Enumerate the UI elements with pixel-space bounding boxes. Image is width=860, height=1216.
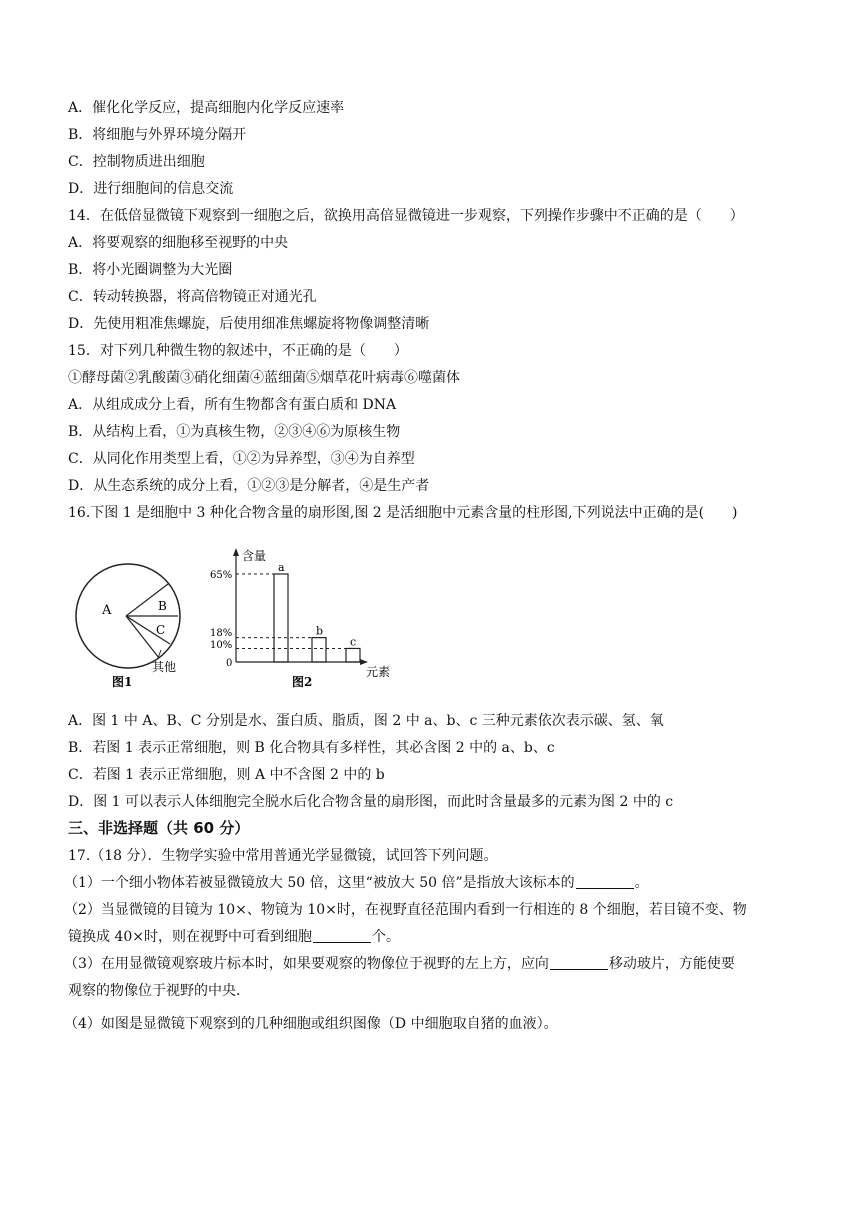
q16-option-d: D．图 1 可以表示人体细胞完全脱水后化合物含量的扇形图，而此时含量最多的元素为图 2 中的 c (68, 794, 674, 810)
q17-part-1-text: （1）一个细小物体若被显微镜放大 50 倍，这里“被放大 50 倍”是指放大该标本的 (64, 875, 575, 891)
q13-option-a: A．催化化学反应，提高细胞内化学反应速率 (68, 100, 345, 116)
fig2-bar-chart (210, 548, 390, 689)
q17-part-2-end: 个。 (372, 929, 400, 945)
bar-c (346, 648, 360, 662)
pie-label-other: 其他 (152, 660, 177, 674)
q15-organism-list: ①酵母菌②乳酸菌③硝化细菌④蓝细菌⑤烟草花叶病毒⑥噬菌体 (68, 370, 460, 386)
x-axis-label: 元素 (366, 665, 391, 679)
q17-part-3-line1 (64, 954, 735, 974)
q17-part-3-end: 移动玻片，方能使要 (608, 956, 735, 972)
q17-part-2-text: 镜换成 40×时，则在视野中可看到细胞 (68, 929, 312, 945)
q15-option-a: A．从组成成分上看，所有生物都含有蛋白质和 DNA (68, 397, 397, 413)
q16-option-c: C．若图 1 表示正常细胞，则 A 中不含图 2 中的 b (68, 767, 385, 783)
q13-option-b: B．将细胞与外界环境分隔开 (68, 127, 247, 143)
tick-18: 18% (210, 628, 233, 639)
q17-stem: 17.（18 分）．生物学实验中常用普通光学显微镜，试回答下列问题。 (68, 848, 498, 864)
tick-65: 65% (210, 570, 233, 581)
section-3-title: 三、非选择题（共 60 分） (68, 819, 250, 837)
bar-label-a: a (278, 561, 285, 574)
q16-figure (70, 540, 410, 690)
pie-label-b: B (158, 599, 167, 613)
pie-divider-4 (126, 616, 159, 658)
fig2-caption: 图2 (292, 675, 313, 689)
q17-blank-1[interactable] (576, 874, 634, 889)
q17-blank-2[interactable] (313, 928, 371, 943)
fig1-pie-chart (76, 564, 180, 689)
pie-label-a: A (102, 603, 112, 618)
q13-option-d: D．进行细胞间的信息交流 (68, 181, 234, 197)
q17-part-4: （4）如图是显微镜下观察到的几种细胞或组织图像（D 中细胞取自猪的血液）。 (64, 1016, 558, 1032)
q14-option-a: A．将要观察的细胞移至视野的中央 (68, 235, 289, 251)
q17-part-3-line2: 观察的物像位于视野的中央. (68, 983, 241, 999)
q16-option-b: B．若图 1 表示正常细胞，则 B 化合物具有多样性，其必含图 2 中的 a、b、c (68, 740, 555, 756)
q13-option-c: C．控制物质进出细胞 (68, 154, 205, 170)
q14-option-c: C．转动转换器，将高倍物镜正对通光孔 (68, 289, 317, 305)
bar-label-b: b (316, 624, 324, 638)
bar-label-c: c (350, 635, 357, 649)
q17-part-2-line2 (68, 927, 400, 947)
pie-label-c: C (156, 623, 166, 637)
q16-option-a: A．图 1 中 A、B、C 分别是水、蛋白质、脂质，图 2 中 a、b、c 三种元素依次表示碳、氢、氧 (68, 713, 664, 729)
q17-part-1 (64, 873, 649, 893)
q17-part-2-line1: （2）当显微镜的目镜为 10×、物镜为 10×时，在视野直径范围内看到一行相连的 8 个细胞，若目镜不变、物 (64, 902, 747, 918)
q17-blank-3[interactable] (550, 955, 608, 970)
q14-option-d: D．先使用粗准焦螺旋，后使用细准焦螺旋将物像调整清晰 (68, 316, 430, 332)
fig1-caption: 图1 (112, 675, 133, 689)
q14-option-b: B．将小光圈调整为大光圈 (68, 262, 233, 278)
q15-option-c: C．从同化作用类型上看，①②为异养型，③④为自养型 (68, 451, 415, 467)
q15-option-b: B．从结构上看，①为真核生物，②③④⑥为原核生物 (68, 424, 401, 440)
q15-option-d: D．从生态系统的成分上看，①②③是分解者，④是生产者 (68, 478, 430, 494)
y-axis-arrow (233, 548, 239, 556)
q17-part-3-text: （3）在用显微镜观察玻片标本时，如果要观察的物像位于视野的左上方，应向 (64, 956, 549, 972)
tick-10: 10% (210, 640, 233, 651)
y-axis-label: 含量 (242, 549, 267, 563)
tick-0: 0 (226, 658, 233, 669)
q14-stem: 14．在低倍显微镜下观察到一细胞之后，欲换用高倍显微镜进一步观察，下列操作步骤中不正确的是（ ） (68, 208, 744, 224)
bar-b (312, 638, 326, 662)
q16-stem: 16.下图 1 是细胞中 3 种化合物含量的扇形图,图 2 是活细胞中元素含量的柱形图,下列说法中正确的是( ) (68, 505, 738, 521)
q17-part-1-end: 。 (634, 875, 649, 891)
q15-stem: 15．对下列几种微生物的叙述中，不正确的是（ ） (68, 343, 408, 359)
